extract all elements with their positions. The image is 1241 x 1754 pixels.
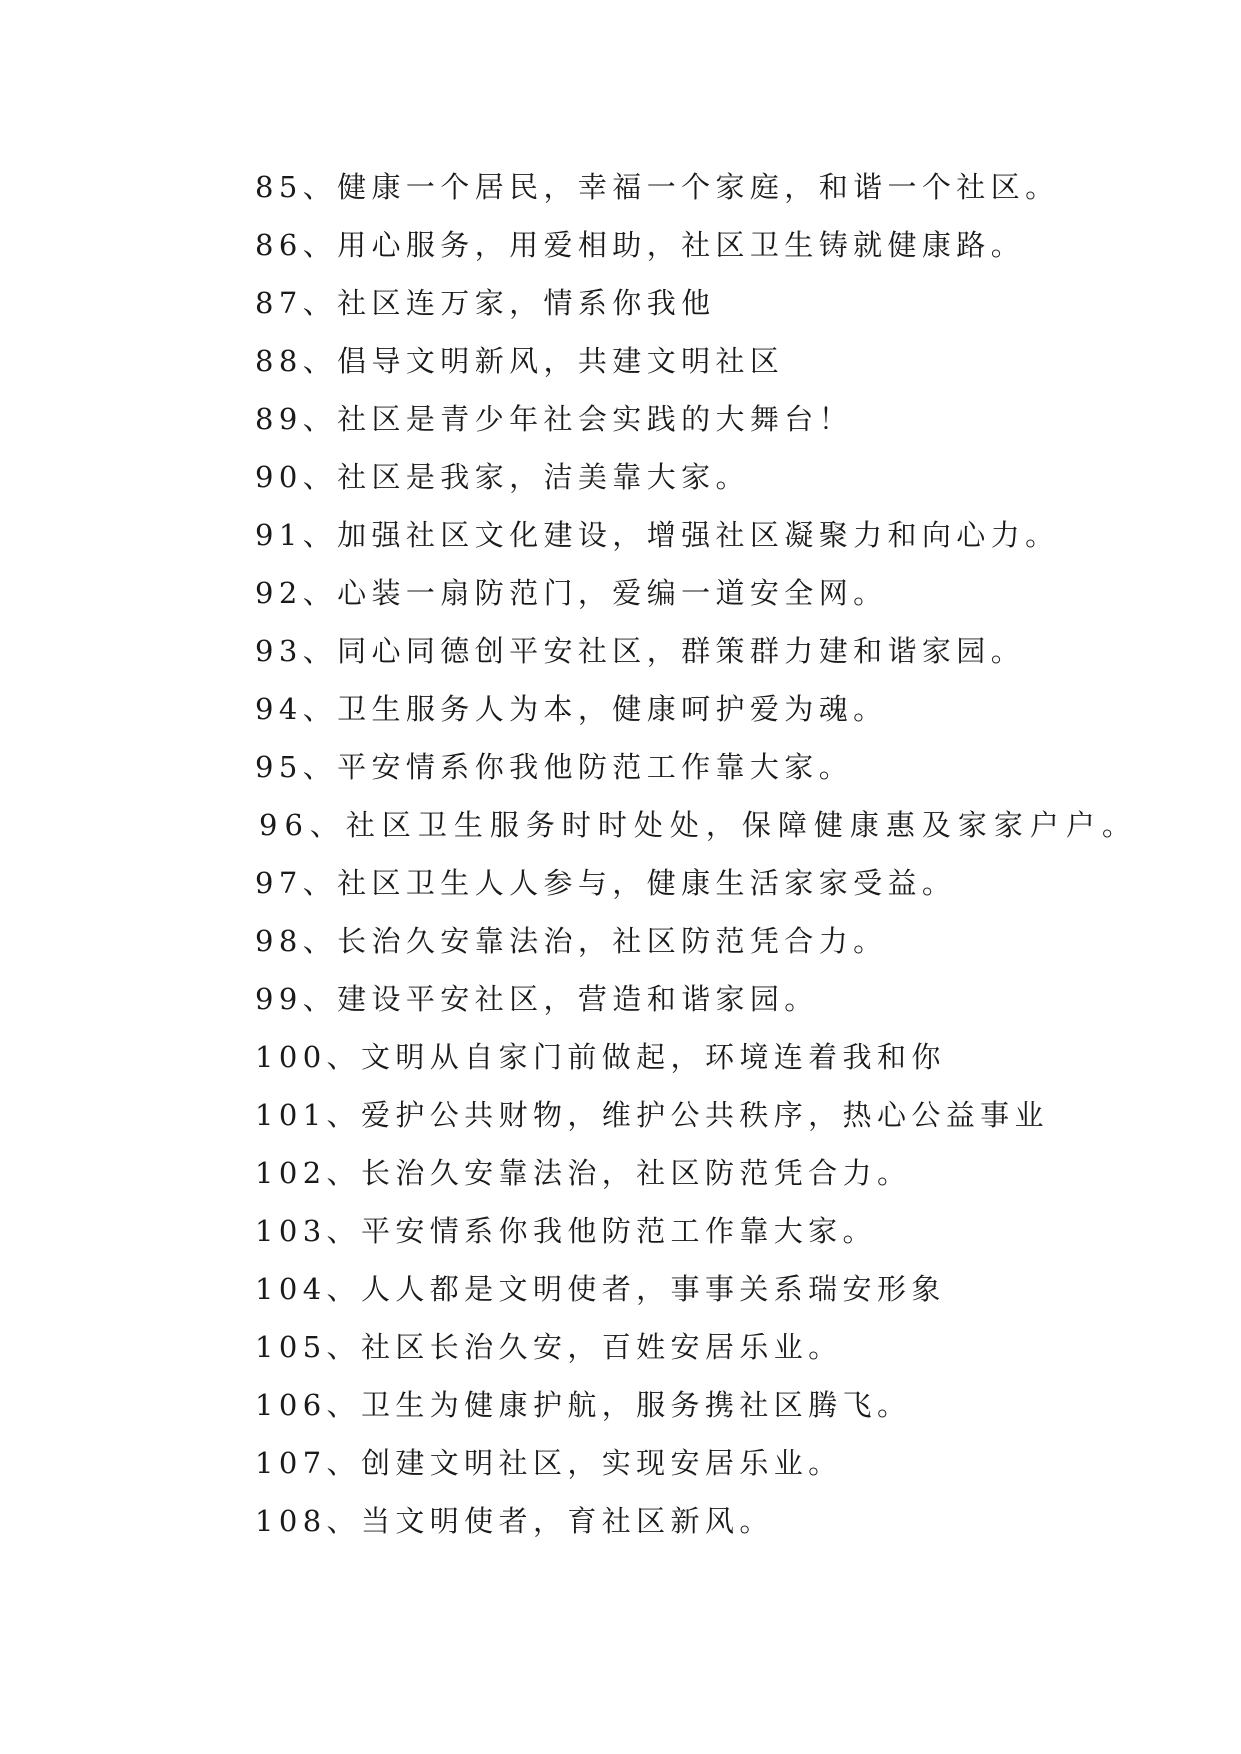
list-item: 85、健康一个居民，幸福一个家庭，和谐一个社区。 (255, 170, 1060, 204)
list-item: 108、当文明使者，育社区新风。 (255, 1504, 774, 1538)
list-item: 86、用心服务，用爱相助，社区卫生铸就健康路。 (255, 228, 1026, 262)
list-item: 88、倡导文明新风，共建文明社区 (255, 344, 785, 378)
list-item: 106、卫生为健康护航，服务携社区腾飞。 (255, 1388, 912, 1422)
list-item: 90、社区是我家，洁美靠大家。 (255, 460, 750, 494)
list-item: 100、文明从自家门前做起，环境连着我和你 (255, 1040, 946, 1074)
list-item: 91、加强社区文化建设，增强社区凝聚力和向心力。 (255, 518, 1060, 552)
list-item: 103、平安情系你我他防范工作靠大家。 (255, 1214, 877, 1248)
list-item: 89、社区是青少年社会实践的大舞台！ (255, 402, 854, 436)
list-item: 104、人人都是文明使者，事事关系瑞安形象 (255, 1272, 946, 1306)
list-item: 92、心装一扇防范门，爱编一道安全网。 (255, 576, 888, 610)
list-item: 102、长治久安靠法治，社区防范凭合力。 (255, 1156, 912, 1190)
list-item: 93、同心同德创平安社区，群策群力建和谐家园。 (255, 634, 1026, 668)
slogan-list (255, 158, 1138, 1550)
list-item: 105、社区长治久安，百姓安居乐业。 (255, 1330, 843, 1364)
list-item: 99、建设平安社区，营造和谐家园。 (255, 982, 819, 1016)
list-item: 98、长治久安靠法治，社区防范凭合力。 (255, 924, 888, 958)
list-item: 95、平安情系你我他防范工作靠大家。 (255, 750, 854, 784)
list-item: 97、社区卫生人人参与，健康生活家家受益。 (255, 866, 957, 900)
list-item: 101、爱护公共财物，维护公共秩序，热心公益事业 (255, 1098, 1049, 1132)
list-item: 96、社区卫生服务时时处处，保障健康惠及家家户户。 (259, 808, 1138, 842)
list-item: 87、社区连万家，情系你我他 (255, 286, 716, 320)
list-item: 107、创建文明社区，实现安居乐业。 (255, 1446, 843, 1480)
list-item: 94、卫生服务人为本，健康呵护爱为魂。 (255, 692, 888, 726)
